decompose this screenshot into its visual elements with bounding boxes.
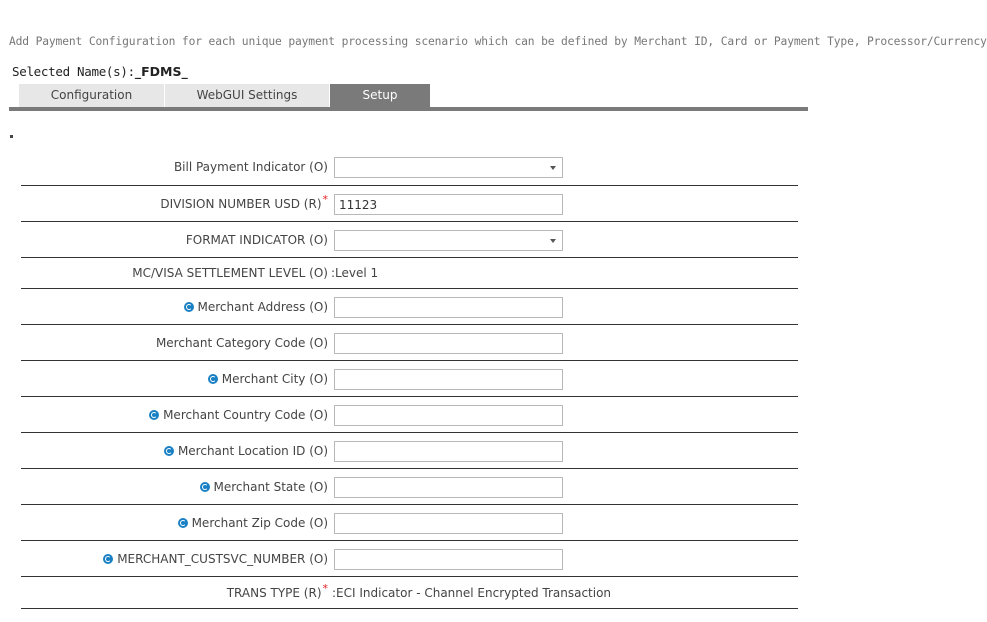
merchant-country-code-input[interactable] [334,405,563,426]
merchant-category-code-input[interactable] [334,333,563,354]
merchant-address-input[interactable] [334,297,563,318]
row-merchant-zip-code [21,505,798,541]
row-merchant-state [21,469,798,505]
tab-setup[interactable]: Setup [330,84,431,107]
merchant-state-label: Merchant State (O) [200,469,328,504]
config-icon[interactable] [184,302,194,312]
merchant-zip-code-input[interactable] [334,513,563,534]
marker-dot [10,135,13,138]
merchant-location-id-label: Merchant Location ID (O) [164,433,328,468]
merchant-category-code-label: Merchant Category Code (O) [155,335,328,350]
tab-webgui-settings[interactable]: WebGUI Settings [165,84,330,107]
required-marker: * [322,582,328,595]
selected-names-value: _FDMS_ [134,64,188,79]
row-settlement-level [21,258,798,289]
config-icon[interactable] [208,374,218,384]
chevron-down-icon [550,239,556,243]
tab-rule [9,107,808,111]
merchant-city-input[interactable] [334,369,563,390]
selected-names-label: Selected Name(s): [12,64,135,79]
bill-payment-indicator-label: Bill Payment Indicator (O) [173,160,328,174]
row-bill-payment-indicator [21,149,798,186]
format-indicator-select[interactable] [334,230,563,251]
config-icon[interactable] [164,446,174,456]
merchant-custsvc-number-label: MERCHANT_CUSTSVC_NUMBER (O) [103,541,328,576]
merchant-city-label: Merchant City (O) [208,361,328,396]
merchant-location-id-input[interactable] [334,441,563,462]
row-merchant-country-code [21,397,798,433]
tab-configuration[interactable]: Configuration [19,84,165,107]
config-icon[interactable] [178,518,188,528]
row-division-number-usd [21,186,798,222]
selected-names [12,64,188,79]
config-icon[interactable] [103,554,113,564]
division-number-usd-label: DIVISION NUMBER USD (R) * [160,193,328,211]
config-icon[interactable] [149,410,159,420]
row-merchant-category-code [21,325,798,361]
row-merchant-custsvc-number [21,541,798,577]
merchant-address-label: Merchant Address (O) [184,289,329,324]
merchant-zip-code-label: Merchant Zip Code (O) [178,505,328,540]
format-indicator-label: FORMAT INDICATOR (O) [185,232,328,247]
merchant-state-input[interactable] [334,477,563,498]
chevron-down-icon [550,166,556,170]
settlement-level-label: MC/VISA SETTLEMENT LEVEL (O) [132,266,328,280]
setup-form [21,149,798,609]
row-format-indicator [21,222,798,258]
row-trans-type [21,577,798,609]
row-merchant-city [21,361,798,397]
config-icon[interactable] [200,482,210,492]
page-description: Add Payment Configuration for each unique payment processing scenario which can be defined by Merchant ID, Card or Payment Type, Processor/Currency [9,35,987,48]
trans-type-label: TRANS TYPE (R) * [226,582,328,600]
trans-type-value: :ECI Indicator - Channel Encrypted Transaction [332,585,612,600]
row-merchant-location-id [21,433,798,469]
merchant-country-code-label: Merchant Country Code (O) [149,397,328,432]
row-merchant-address [21,289,798,325]
required-marker: * [322,193,328,206]
settlement-level-value: :Level 1 [331,266,379,280]
bill-payment-indicator-select[interactable] [334,157,563,178]
tab-bar [19,84,431,107]
division-number-usd-input[interactable] [334,194,563,215]
merchant-custsvc-number-input[interactable] [334,549,563,570]
